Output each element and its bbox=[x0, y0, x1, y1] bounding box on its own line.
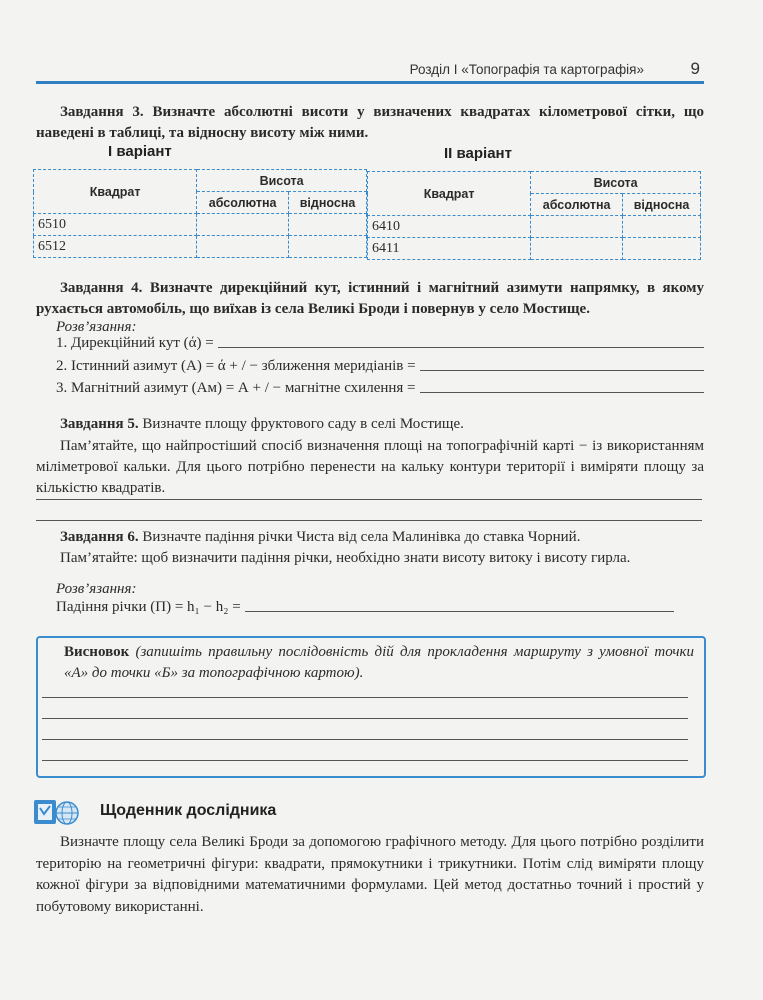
answer-line[interactable] bbox=[42, 739, 688, 740]
header-relative: відносна bbox=[623, 194, 701, 216]
task6-solution-label: Розв’язання: bbox=[56, 581, 137, 597]
answer-line[interactable] bbox=[218, 333, 704, 348]
conclusion-text: (запишіть правильну послідовність дій для прокладення маршруту з умовної точки «А» до точки «Б» за топографічною картою). bbox=[64, 644, 694, 681]
answer-line[interactable] bbox=[36, 499, 702, 500]
answer-line[interactable] bbox=[42, 718, 688, 719]
variant1-label: І варіант bbox=[108, 143, 172, 160]
task6-statement bbox=[36, 527, 704, 548]
answer-line[interactable] bbox=[42, 697, 688, 698]
header-height: Висота bbox=[531, 172, 701, 194]
task5-remember: Пам’ятайте, що найпростіший спосіб визначення площі на топографічній карті − із використанням міліметрової кальки. Для цього потрібно перенести на кальку контури території і виміряти площу за кількістю квадратів. bbox=[36, 438, 704, 496]
square-cell: 6411 bbox=[368, 238, 531, 260]
diary-globe-icon bbox=[34, 798, 80, 828]
page-number: 9 bbox=[690, 59, 700, 78]
task4-text: Визначте дирекційний кут, істинний і магнітний азимути напрямку, в якому рухається автомобіль, що виїхав із села Великі Броди і повернув у село Мостище. bbox=[36, 280, 705, 317]
square-cell: 6410 bbox=[368, 216, 531, 238]
task6-formula: Падіння річки (П) = h₁ − h₂ = bbox=[56, 597, 674, 618]
task4-statement bbox=[36, 278, 704, 320]
relative-cell[interactable] bbox=[289, 236, 367, 258]
relative-cell[interactable] bbox=[623, 238, 701, 260]
task4-item-3: 3. Магнітний азимут (Ам) = А + / − магнітне схилення = bbox=[56, 378, 704, 399]
task4-title: Завдання 4. bbox=[60, 280, 143, 296]
diary-text: Визначте площу села Великі Броди за допомогою графічного методу. Для цього потрібно розділити територію на геометричні фігури: квадрати, прямокутники і трикутники. Потім слід виміряти площу кожної фігури за відповідними математичними формулами. Цей метод достатньо точний і простий у побутовому використанні. bbox=[36, 834, 704, 915]
square-cell: 6510 bbox=[34, 214, 197, 236]
answer-line[interactable] bbox=[245, 597, 674, 612]
square-cell: 6512 bbox=[34, 236, 197, 258]
conclusion-title: Висновок bbox=[64, 644, 130, 660]
absolute-cell[interactable] bbox=[531, 216, 623, 238]
task4-item-1: 1. Дирекційний кут (ά) = bbox=[56, 333, 704, 354]
relative-cell[interactable] bbox=[623, 216, 701, 238]
task5-title: Завдання 5. bbox=[60, 416, 139, 432]
header-height: Висота bbox=[197, 170, 367, 192]
table-row bbox=[368, 238, 701, 260]
header-rule bbox=[36, 81, 704, 84]
header-absolute: абсолютна bbox=[531, 194, 623, 216]
answer-line[interactable] bbox=[420, 356, 704, 371]
relative-cell[interactable] bbox=[289, 214, 367, 236]
task6-title: Завдання 6. bbox=[60, 529, 139, 545]
task5-text: Визначте площу фруктового саду в селі Мостище. bbox=[142, 416, 464, 432]
absolute-cell[interactable] bbox=[531, 238, 623, 260]
variant1-table bbox=[33, 169, 367, 258]
task4-item-2: 2. Істинний азимут (А) = ά + / − зближення меридіанів = bbox=[56, 356, 704, 377]
task5-statement bbox=[36, 414, 704, 435]
header-absolute: абсолютна bbox=[197, 192, 289, 214]
diary-title: Щоденник дослідника bbox=[100, 802, 277, 819]
answer-line[interactable] bbox=[42, 760, 688, 761]
task3-statement bbox=[36, 102, 704, 144]
header-relative: відносна bbox=[289, 192, 367, 214]
table-row bbox=[34, 214, 367, 236]
header-square: Квадрат bbox=[368, 172, 531, 216]
section-title: Розділ І «Топографія та картографія» bbox=[409, 62, 644, 77]
table-row bbox=[34, 236, 367, 258]
task4-solution-label: Розв’язання: bbox=[56, 319, 137, 335]
variant2-table bbox=[367, 171, 701, 260]
task6-remember: Пам’ятайте: щоб визначити падіння річки, необхідно знати висоту витоку і висоту гирла. bbox=[60, 550, 631, 566]
absolute-cell[interactable] bbox=[197, 214, 289, 236]
conclusion-prompt bbox=[64, 642, 694, 684]
answer-line[interactable] bbox=[420, 378, 704, 393]
absolute-cell[interactable] bbox=[197, 236, 289, 258]
running-header bbox=[36, 59, 704, 82]
task3-text: Визначте абсолютні висоти у визначених квадратах кілометрової сітки, що наведені в таблиці, та відносну висоту між ними. bbox=[36, 104, 705, 141]
variant2-label: ІІ варіант bbox=[444, 145, 512, 162]
conclusion-box bbox=[36, 636, 706, 778]
table-row bbox=[368, 216, 701, 238]
task3-title: Завдання 3. bbox=[60, 104, 144, 120]
task6-text: Визначте падіння річки Чиста від села Малинівка до ставка Чорний. bbox=[142, 529, 581, 545]
answer-line[interactable] bbox=[36, 520, 702, 521]
header-square: Квадрат bbox=[34, 170, 197, 214]
